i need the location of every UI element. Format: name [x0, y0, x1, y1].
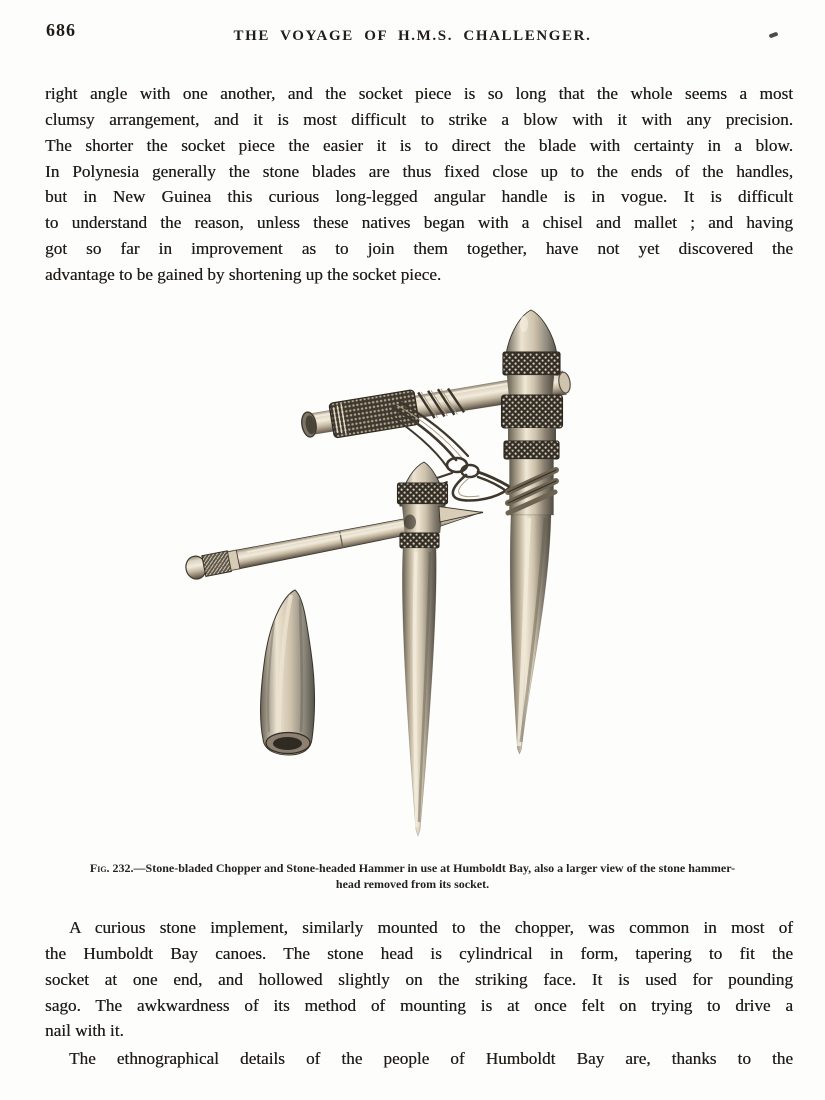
text-line: clumsy arrangement, and it is most difficult to strike a blow with it with any precision.	[45, 109, 793, 129]
figure-caption	[58, 860, 767, 892]
running-title: THE VOYAGE OF H.M.S. CHALLENGER.	[233, 28, 592, 44]
text-line: The shorter the socket piece the easier it is to direct the blade with certainty in a blow.	[45, 135, 793, 155]
caption-line-2: head removed from its socket.	[335, 877, 490, 891]
stick-point	[439, 507, 483, 523]
engraving-stone-tools	[148, 302, 618, 850]
text-line: A curious stone implement, similarly mounted to the chopper, was common in most of	[69, 918, 793, 937]
text-line: right angle with one another, and the socket piece is so long that the whole seems a most	[45, 84, 793, 103]
text-line: In Polynesia generally the stone blades are thus fixed close up to the ends of the handles,	[45, 161, 793, 181]
figure-232	[148, 302, 618, 850]
chopper-head	[398, 462, 484, 836]
body-paragraph-2	[45, 915, 793, 1044]
stone-headed-hammer	[502, 310, 563, 754]
text-line: The ethnographical details of the people of Humboldt Bay are, thanks to the	[69, 1049, 793, 1068]
text-line: sago. The awkwardness of its method of mounting is at once felt on trying to drive a	[45, 995, 793, 1015]
text-line: to understand the reason, unless these natives began with a chisel and mallet ; and having	[45, 213, 793, 233]
body-paragraph-3	[45, 1046, 793, 1072]
text-line: advantage to be gained by shortening up the socket piece.	[45, 264, 442, 284]
text-line: got so far in improvement as to join them together, have not yet discovered the	[45, 239, 793, 259]
text-line: the Humboldt Bay canoes. The stone head is cylindrical in form, tapering to fit the	[45, 943, 793, 963]
text-line: nail with it.	[45, 1021, 124, 1041]
text-line: socket at one end, and hollowed slightly on the striking face. It is used for pounding	[45, 969, 793, 989]
text-line: but in New Guinea this curious long-legged angular handle is in vogue. It is difficult	[45, 187, 793, 207]
body-paragraph-1	[45, 81, 793, 288]
page-number: 686	[46, 20, 76, 40]
figure-label: Fig. 232.	[89, 861, 134, 875]
detached-hammer-head	[261, 590, 315, 755]
caption-line-1: Fig. 232.—Stone-bladed Chopper and Stone-headed Hammer in use at Humboldt Bay, also a larger view of the stone hammer-	[89, 861, 736, 875]
